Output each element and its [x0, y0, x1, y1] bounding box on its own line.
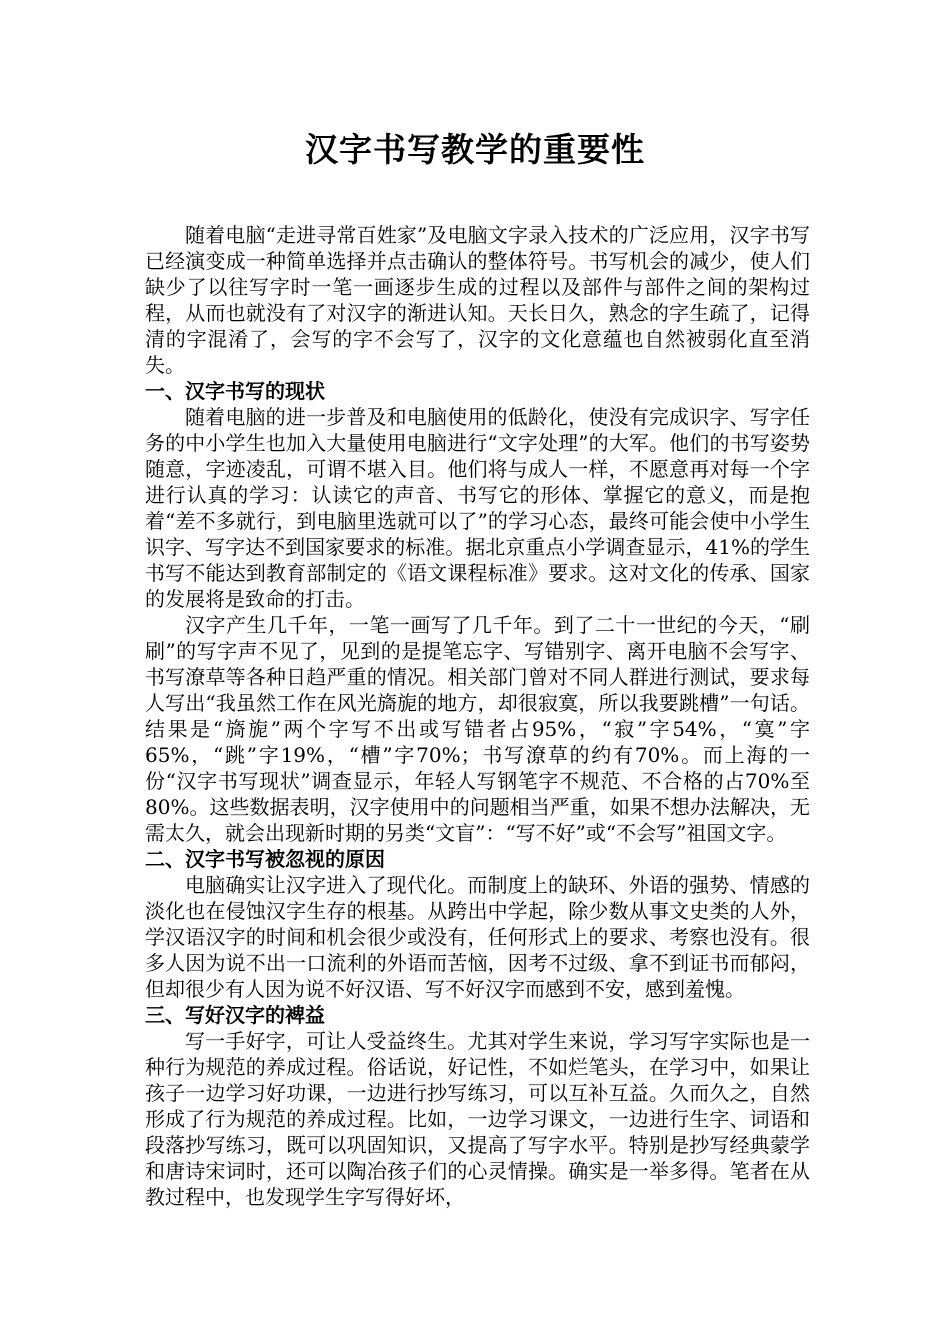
section-3-paragraph-1: 写一手好字，可让人受益终生。尤其对学生来说，学习写字实际也是一种行为规范的养成过程。俗话说，好记性，不如烂笔头，在学习中，如果让孩子一边学习好功课，一边进行抄写练习，可以互补互益。久而久之，自然形成了行为规范的养成过程。比如，一边学习课文，一边进行生字、词语和段落抄写练习，既可以巩固知识，又提高了写字水平。特别是抄写经典蒙学和唐诗宋词时，还可以陶冶孩子们的心灵情操。确实是一举多得。笔者在从教过程中，也发现学生字写得好坏， [145, 1029, 810, 1209]
section-2-heading: 二、汉字书写被忽视的原因 [145, 847, 385, 871]
section-1-paragraph-2: 汉字产生几千年，一笔一画写了几千年。到了二十一世纪的今天，“刷刷”的写字声不见了，见到的是提笔忘字、写错别字、离开电脑不会写字、书写潦草等各种日趋严重的情况。相关部门曾对不同人群进行测试，要求每人写出“我虽然工作在风光旖旎的地方，却很寂寞，所以我要跳槽”一句话。结果是“旖旎”两个字写不出或写错者占95%，“寂”字54%，“寞”字65%，“跳”字19%，“槽”字70%；书写潦草的约有70%。而上海的一份“汉字书写现状”调查显示，年轻人写钢笔字不规范、不合格的占70%至80%。这些数据表明，汉字使用中的问题相当严重，如果不想办法解决，无需太久，就会出现新时期的另类“文盲”：“写不好”或“不会写”祖国文字。 [145, 613, 810, 845]
intro-paragraph: 随着电脑“走进寻常百姓家”及电脑文字录入技术的广泛应用，汉字书写已经演变成一种简单选择并点击确认的整体符号。书写机会的减少，使人们缺少了以往写字时一笔一画逐步生成的过程以及部件与部件之间的架构过程，从而也就没有了对汉字的渐进认知。天长日久，熟念的字生疏了，记得清的字混淆了，会写的字不会写了，汉字的文化意蕴也自然被弱化直至消失。 [145, 223, 810, 377]
section-1-paragraph-1: 随着电脑的进一步普及和电脑使用的低龄化，使没有完成识字、写字任务的中小学生也加入大量使用电脑进行“文字处理”的大军。他们的书写姿势随意，字迹凌乱，可谓不堪入目。他们将与成人一样，不愿意再对每一个字进行认真的学习：认读它的声音、书写它的形体、掌握它的意义，而是抱着“差不多就行，到电脑里选就可以了”的学习心态，最终可能会使中小学生识字、写字达不到国家要求的标准。据北京重点小学调查显示，41%的学生书写不能达到教育部制定的《语文课程标准》要求。这对文化的传承、国家的发展将是致命的打击。 [145, 405, 810, 611]
document-body [145, 222, 810, 1210]
section-1-heading: 一、汉字书写的现状 [145, 379, 325, 403]
section-3-heading: 三、写好汉字的裨益 [145, 1003, 325, 1027]
document-title: 汉字书写教学的重要性 [305, 130, 645, 169]
section-2-paragraph-1: 电脑确实让汉字进入了现代化。而制度上的缺环、外语的强势、情感的淡化也在侵蚀汉字生存的根基。从跨出中学起，除少数从事文史类的人外，学汉语汉字的时间和机会很少或没有，任何形式上的要求、考察也没有。很多人因为说不出一口流利的外语而苦恼，因考不过级、拿不到证书而郁闷，但却很少有人因为说不好汉语、写不好汉字而感到不安，感到羞愧。 [145, 873, 810, 1001]
